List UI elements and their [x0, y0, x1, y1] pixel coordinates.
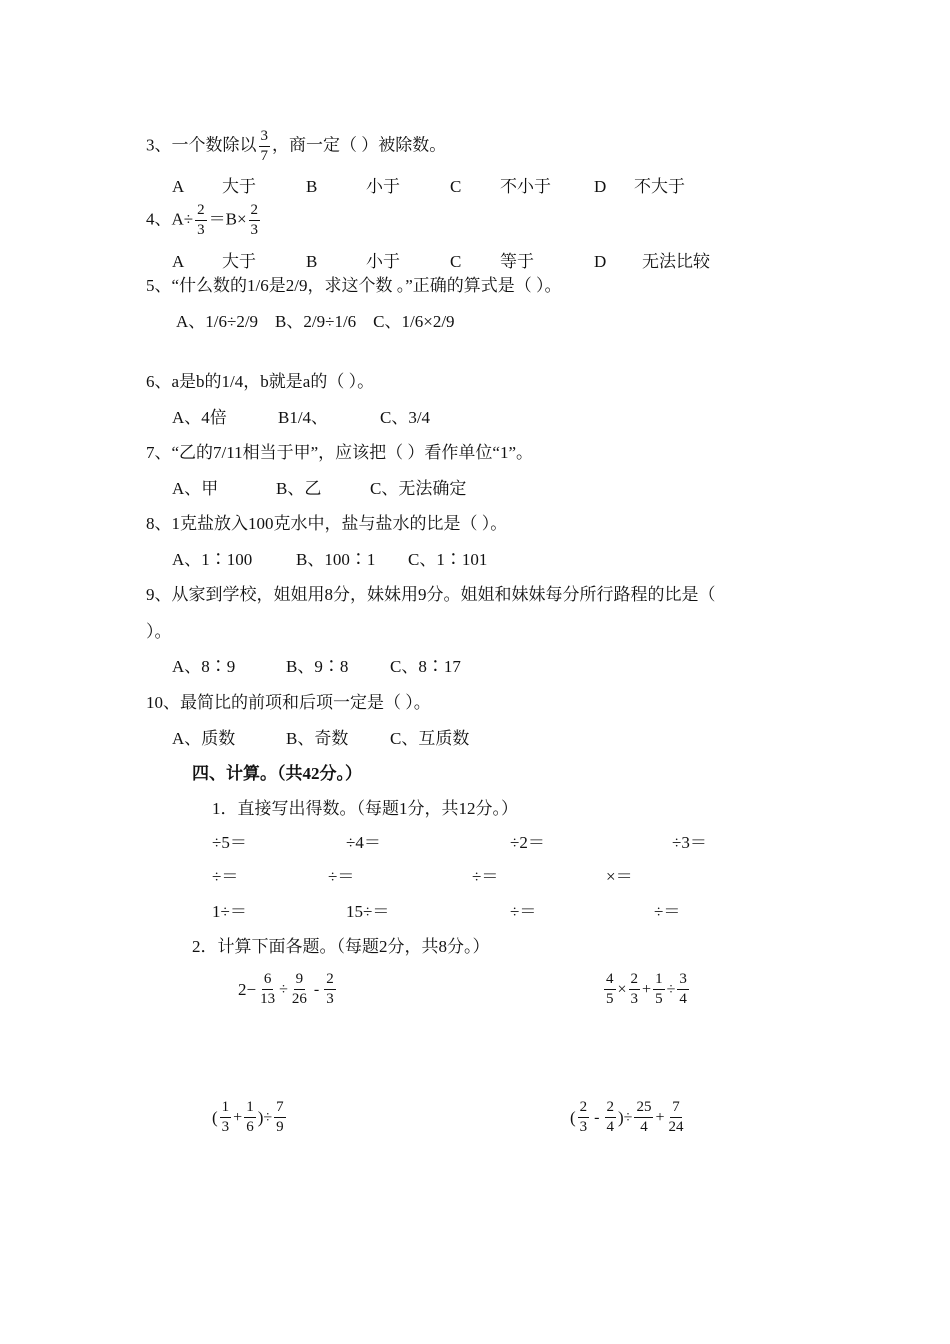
- question-8: 8、1克盐放入100克水中，盐与盐水的比是（ ）。: [146, 514, 508, 533]
- question-9-line-2: ）。: [146, 622, 172, 641]
- q3-opt-d-text: 不大于: [634, 177, 685, 196]
- q3-opt-a-letter: A: [172, 177, 185, 196]
- q9-option-a: A、8∶9: [172, 657, 236, 676]
- e3-fraction-1: $\frac{1}{3}$: [221, 1099, 230, 1135]
- section-4-title: 四、计算。（共42分。）: [192, 764, 362, 783]
- calc-r3c4: ÷＝: [654, 902, 681, 921]
- q6-option-a: A、4倍: [172, 408, 227, 427]
- calc-r3c1: 1÷＝: [212, 902, 247, 921]
- e4-fraction-4: $\frac{7}{24}$: [668, 1099, 684, 1135]
- q3-opt-b-text: 小于: [366, 177, 400, 196]
- q9-option-b: B、9∶8: [286, 657, 349, 676]
- q3-opt-c-letter: C: [450, 177, 462, 196]
- q10-option-b: B、奇数: [286, 729, 349, 748]
- calc-r2c4: ×＝: [606, 867, 633, 886]
- question-5: 5、“什么数的1/6是2/9，求这个数 。”正确的算式是（ ）。: [146, 276, 562, 295]
- question-4: [146, 203, 262, 238]
- q4-prefix: 4、A÷: [146, 209, 194, 229]
- q6-option-b: B1/4、: [278, 408, 329, 427]
- e2-fraction-3: $\frac{1}{5}$: [655, 971, 663, 1007]
- part-1-title: 1．直接写出得数。（每题1分，共12分。）: [212, 799, 518, 818]
- e4-fraction-2: $\frac{2}{4}$: [606, 1099, 614, 1135]
- expression-3: ( $\frac{1}{3}$ + $\frac{1}{6}$ ) ÷ $\frac{7}{9}$: [212, 1099, 284, 1135]
- q4-opt-d-letter: D: [594, 252, 607, 271]
- q3-opt-d-letter: D: [594, 177, 607, 196]
- calc-r2c3: ÷＝: [472, 867, 499, 886]
- expression-4: ( $\frac{2}{3}$ - $\frac{2}{4}$ ) ÷ $\frac{25}{4}$ + $\frac{7}{24}$: [570, 1099, 684, 1135]
- question-7: 7、“乙的7/11相当于甲”，应该把（ ）看作单位“1”。: [146, 443, 534, 462]
- e3-fraction-2: $\frac{1}{6}$: [246, 1099, 254, 1135]
- calc-r1c1: ÷5＝: [212, 833, 247, 852]
- q3-prefix: 3、一个数除以: [146, 135, 257, 155]
- q4-fraction-1: $\frac{2}{3}$: [197, 202, 205, 238]
- e3-fraction-3: $\frac{7}{9}$: [276, 1099, 284, 1135]
- calc-r1c4: ÷3＝: [672, 833, 707, 852]
- q4-fraction-2: $\frac{2}{3}$: [250, 202, 259, 238]
- q4-opt-a-text: 大于: [222, 252, 256, 271]
- calc-r2c2: ÷＝: [328, 867, 355, 886]
- q4-opt-c-letter: C: [450, 252, 462, 271]
- calc-r3c2: 15÷＝: [346, 902, 390, 921]
- q10-option-c: C、互质数: [390, 729, 470, 748]
- q3-suffix: ，商一定（ ）被除数。: [272, 135, 447, 155]
- e4-fraction-3: $\frac{25}{4}$: [636, 1099, 652, 1135]
- question-9-line-1: 9、从家到学校，姐姐用8分，妹妹用9分。姐姐和妹妹每分所行路程的比是（: [146, 585, 716, 604]
- q4-opt-a-letter: A: [172, 252, 185, 271]
- q9-option-c: C、8∶17: [390, 657, 461, 676]
- expression-1: 2− $\frac{6}{13}$ ÷ $\frac{9}{26}$ - $\frac{2}{3}$: [238, 971, 334, 1007]
- e1-fraction-3: $\frac{2}{3}$: [326, 971, 334, 1007]
- q4-opt-d-text: 无法比较: [642, 252, 710, 271]
- e2-fraction-2: $\frac{2}{3}$: [630, 971, 639, 1007]
- q4-opt-b-text: 小于: [366, 252, 400, 271]
- q4-opt-b-letter: B: [306, 252, 318, 271]
- calc-r3c3: ÷＝: [510, 902, 537, 921]
- q7-option-a: A、甲: [172, 479, 219, 498]
- q10-option-a: A、质数: [172, 729, 236, 748]
- q8-option-a: A、1∶100: [172, 550, 253, 569]
- calc-r1c3: ÷2＝: [510, 833, 545, 852]
- q7-option-b: B、乙: [276, 479, 322, 498]
- question-10: 10、最简比的前项和后项一定是（ ）。: [146, 693, 431, 712]
- q3-fraction: $\frac{3}{7}$: [260, 128, 268, 164]
- q5-options: A、1/6÷2/9 B、2/9÷1/6 C、1/6×2/9: [176, 312, 455, 331]
- q6-option-c: C、3/4: [380, 408, 431, 427]
- q8-option-c: C、1∶101: [408, 550, 488, 569]
- e2-fraction-4: $\frac{3}{4}$: [679, 971, 687, 1007]
- expression-2: $\frac{4}{5}$ × $\frac{2}{3}$ + $\frac{1}{5}$ ÷ $\frac{3}{4}$: [606, 971, 687, 1007]
- e4-fraction-1: $\frac{2}{3}$: [579, 1099, 588, 1135]
- e1-fraction-2: $\frac{9}{26}$: [291, 971, 307, 1007]
- q7-option-c: C、无法确定: [370, 479, 467, 498]
- part-2-title: 2．计算下面各题。（每题2分，共8分。）: [192, 937, 490, 956]
- q3-opt-c-text: 不小于: [500, 177, 551, 196]
- e2-fraction-1: $\frac{4}{5}$: [606, 971, 614, 1007]
- calc-r1c2: ÷4＝: [346, 833, 381, 852]
- q8-option-b: B、100∶1: [296, 550, 376, 569]
- q3-opt-a-text: 大于: [222, 177, 256, 196]
- q4-mid: ＝B×: [208, 209, 247, 229]
- calc-r2c1: ÷＝: [212, 867, 239, 886]
- e1-fraction-1: $\frac{6}{13}$: [260, 971, 276, 1007]
- q4-opt-c-text: 等于: [500, 252, 534, 271]
- q3-opt-b-letter: B: [306, 177, 318, 196]
- question-3: [146, 129, 446, 164]
- question-6: 6、a是b的1/4，b就是a的（ ）。: [146, 372, 375, 391]
